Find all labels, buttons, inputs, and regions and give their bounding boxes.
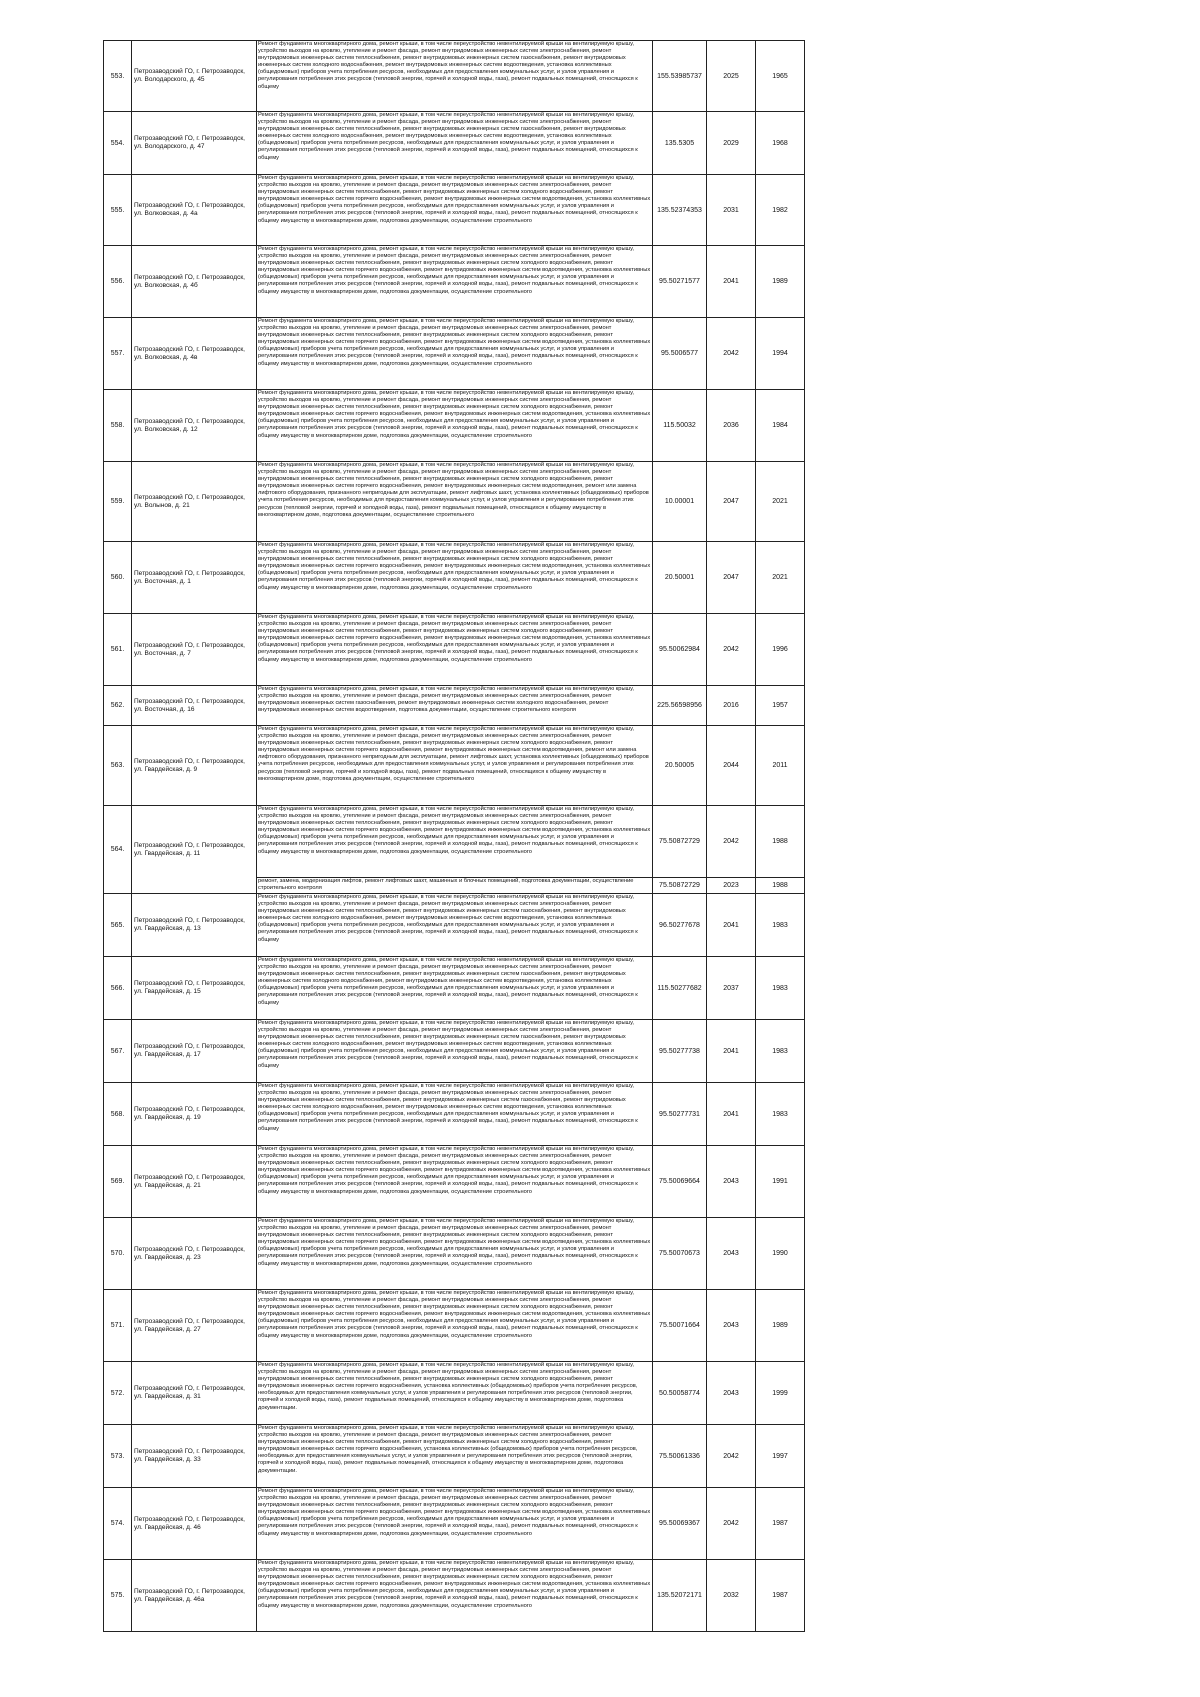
works-text: Ремонт фундамента многоквартирного дома, ремонт крыши, в том числе переустройство невентилируемой крыши на вентилируемую крышу, устройство выходов на кровлю, утепление и ремонт фасада, ремонт внутридомовых инженерных систем электроснабжения, ремонт внутридомовых инженерных систем теплоснабжения, ремонт внутридомовых инженерных систем холодного водоснабжения, ремонт внутридомовых инженерных систем горячего водоснабжения, ремонт внутридомовых инженерных систем водоотведения, установка коллективных (общедомовых) приборов учета потребления ресурсов, необходимых для предоставления коммунальных услуг, и узлов управления и регулирования потребления этих ресурсов (тепловой энергии, горячей и холодной воды, газа), ремонт подвальных помещений, относящихся к общему имуществу в многоквартирном доме, подготовка документации, осуществление строительного (258, 1560, 651, 1609)
works-list (257, 1560, 653, 1632)
table-row (104, 894, 805, 957)
cost-value: 75.50872729 (653, 878, 707, 894)
works-list (257, 686, 653, 726)
works-list (257, 542, 653, 614)
cost-value: 225.56598956 (653, 686, 707, 726)
house-address: Петрозаводский ГО, г. Петрозаводск, ул. Володарского, д. 45 (132, 41, 257, 112)
row-number: 575. (104, 1560, 132, 1632)
works-list (257, 1146, 653, 1218)
row-number: 566. (104, 957, 132, 1020)
capital-repair-table (103, 40, 805, 1632)
works-list (257, 462, 653, 542)
works-list (257, 1488, 653, 1560)
house-address: Петрозаводский ГО, г. Петрозаводск, ул. Гвардейская, д. 9 (132, 726, 257, 806)
build-year: 2021 (756, 462, 805, 542)
cost-value: 96.50277678 (653, 894, 707, 957)
table-row (104, 1083, 805, 1146)
repair-year: 2043 (707, 1218, 756, 1290)
build-year: 1988 (756, 806, 805, 878)
cost-value: 95.50271577 (653, 246, 707, 318)
house-address: Петрозаводский ГО, г. Петрозаводск, ул. Гвардейская, д. 23 (132, 1218, 257, 1290)
house-address: Петрозаводский ГО, г. Петрозаводск, ул. Гвардейская, д. 46 (132, 1488, 257, 1560)
table-row (104, 614, 805, 686)
works-text: Ремонт фундамента многоквартирного дома, ремонт крыши, в том числе переустройство невентилируемой крыши на вентилируемую крышу, устройство выходов на кровлю, утепление и ремонт фасада, ремонт внутридомовых инженерных систем электроснабжения, ремонт внутридомовых инженерных систем теплоснабжения, ремонт внутридомовых инженерных систем газоснабжения, ремонт внутридомовых инженерных систем холодного водоснабжения, ремонт внутридомовых инженерных систем водоотведения, установка коллективных (общедомовых) приборов учета потребления ресурсов, необходимых для предоставления коммунальных услуг, и узлов управления и регулирования потребления этих ресурсов (тепловой энергии, горячей и холодной воды, газа), ремонт подвальных помещений, относящихся к общему (258, 1020, 638, 1069)
works-list (257, 1218, 653, 1290)
works-text: Ремонт фундамента многоквартирного дома, ремонт крыши, в том числе переустройство невентилируемой крыши на вентилируемую крышу, устройство выходов на кровлю, утепление и ремонт фасада, ремонт внутридомовых инженерных систем электроснабжения, ремонт внутридомовых инженерных систем теплоснабжения, ремонт внутридомовых инженерных систем холодного водоснабжения, ремонт внутридомовых инженерных систем горячего водоснабжения, ремонт внутридомовых инженерных систем водоотведения, установка коллективных (общедомовых) приборов учета потребления ресурсов, необходимых для предоставления коммунальных услуг, и узлов управления и регулирования потребления этих ресурсов (тепловой энергии, горячей и холодной воды, газа), ремонт подвальных помещений, относящихся к общему имуществу в многоквартирном доме, подготовка документации, осуществление строительного (258, 318, 651, 367)
cost-value: 75.50069664 (653, 1146, 707, 1218)
row-number: 572. (104, 1362, 132, 1425)
repair-year: 2041 (707, 1020, 756, 1083)
repair-year: 2044 (707, 726, 756, 806)
house-address: Петрозаводский ГО, г. Петрозаводск, ул. Гвардейская, д. 31 (132, 1362, 257, 1425)
repair-year: 2037 (707, 957, 756, 1020)
cost-value: 75.50872729 (653, 806, 707, 878)
row-number: 563. (104, 726, 132, 806)
cost-value: 115.50032 (653, 390, 707, 462)
house-address: Петрозаводский ГО, г. Петрозаводск, ул. Гвардейская, д. 19 (132, 1083, 257, 1146)
house-address: Петрозаводский ГО, г. Петрозаводск, ул. Гвардейская, д. 46а (132, 1560, 257, 1632)
build-year: 1991 (756, 1146, 805, 1218)
house-address: Петрозаводский ГО, г. Петрозаводск, ул. Волковская, д. 4а (132, 175, 257, 246)
row-number: 560. (104, 542, 132, 614)
table-row (104, 1218, 805, 1290)
table-row (104, 112, 805, 175)
cost-value: 155.53985737 (653, 41, 707, 112)
works-list (257, 390, 653, 462)
row-number: 565. (104, 894, 132, 957)
works-text: Ремонт фундамента многоквартирного дома, ремонт крыши, в том числе переустройство невентилируемой крыши на вентилируемую крышу, устройство выходов на кровлю, утепление и ремонт фасада, ремонт внутридомовых инженерных систем электроснабжения, ремонт внутридомовых инженерных систем теплоснабжения, ремонт внутридомовых инженерных систем газоснабжения, ремонт внутридомовых инженерных систем холодного водоснабжения, ремонт внутридомовых инженерных систем водоотведения, установка коллективных (общедомовых) приборов учета потребления ресурсов, необходимых для предоставления коммунальных услуг, и узлов управления и регулирования потребления этих ресурсов (тепловой энергии, горячей и холодной воды, газа), ремонт подвальных помещений, относящихся к общему (258, 894, 638, 943)
table-row (104, 318, 805, 390)
house-address: Петрозаводский ГО, г. Петрозаводск, ул. Гвардейская, д. 11 (132, 806, 257, 894)
works-list (257, 1425, 653, 1488)
repair-year: 2031 (707, 175, 756, 246)
cost-value: 75.50070673 (653, 1218, 707, 1290)
build-year: 1999 (756, 1362, 805, 1425)
build-year: 1965 (756, 41, 805, 112)
build-year: 1957 (756, 686, 805, 726)
table-row (104, 175, 805, 246)
repair-year: 2042 (707, 614, 756, 686)
row-number: 568. (104, 1083, 132, 1146)
cost-value: 20.50001 (653, 542, 707, 614)
cost-value: 135.52374353 (653, 175, 707, 246)
build-year: 2021 (756, 542, 805, 614)
build-year: 1988 (756, 878, 805, 894)
works-list (257, 726, 653, 806)
row-number: 574. (104, 1488, 132, 1560)
works-list (257, 806, 653, 878)
row-number: 559. (104, 462, 132, 542)
cost-value: 20.50005 (653, 726, 707, 806)
cost-value: 50.50058774 (653, 1362, 707, 1425)
works-text: Ремонт фундамента многоквартирного дома, ремонт крыши, в том числе переустройство невентилируемой крыши на вентилируемую крышу, устройство выходов на кровлю, утепление и ремонт фасада, ремонт внутридомовых инженерных систем электроснабжения, ремонт внутридомовых инженерных систем теплоснабжения, ремонт внутридомовых инженерных систем холодного водоснабжения, ремонт внутридомовых инженерных систем горячего водоснабжения, ремонт внутридомовых инженерных систем водоотведения, установка коллективных (общедомовых) приборов учета потребления ресурсов, необходимых для предоставления коммунальных услуг, и узлов управления и регулирования потребления этих ресурсов (тепловой энергии, горячей и холодной воды, газа), ремонт подвальных помещений, относящихся к общему имуществу в многоквартирном доме, подготовка документации, осуществление строительного (258, 1146, 651, 1195)
repair-year: 2036 (707, 390, 756, 462)
repair-year: 2042 (707, 1488, 756, 1560)
cost-value: 75.50061336 (653, 1425, 707, 1488)
table-row (104, 1560, 805, 1632)
works-text: Ремонт фундамента многоквартирного дома, ремонт крыши, в том числе переустройство невентилируемой крыши на вентилируемую крышу, устройство выходов на кровлю, утепление и ремонт фасада, ремонт внутридомовых инженерных систем электроснабжения, ремонт внутридомовых инженерных систем теплоснабжения, ремонт внутридомовых инженерных систем холодного водоснабжения, ремонт внутридомовых инженерных систем горячего водоснабжения, установка коллективных (общедомовых) приборов учета потребления ресурсов, необходимых для предоставления коммунальных услуг, и узлов управления и регулирования потребления этих ресурсов (тепловой энергии, горячей и холодной воды, газа), ремонт подвальных помещений, относящихся к общему имуществу в многоквартирном доме, подготовка документации. (258, 1425, 638, 1474)
house-address: Петрозаводский ГО, г. Петрозаводск, ул. Гвардейская, д. 15 (132, 957, 257, 1020)
works-text: Ремонт фундамента многоквартирного дома, ремонт крыши, в том числе переустройство невентилируемой крыши на вентилируемую крышу, устройство выходов на кровлю, утепление и ремонт фасада, ремонт внутридомовых инженерных систем электроснабжения, ремонт внутридомовых инженерных систем теплоснабжения, ремонт внутридомовых инженерных систем газоснабжения, ремонт внутридомовых инженерных систем холодного водоснабжения, ремонт внутридомовых инженерных систем водоотведения, установка коллективных (общедомовых) приборов учета потребления ресурсов, необходимых для предоставления коммунальных услуг, и узлов управления и регулирования потребления этих ресурсов (тепловой энергии, горячей и холодной воды, газа), ремонт подвальных помещений, относящихся к общему (258, 957, 638, 1006)
table-row (104, 806, 805, 878)
build-year: 1983 (756, 894, 805, 957)
table-row (104, 1146, 805, 1218)
table-row (104, 41, 805, 112)
works-text: Ремонт фундамента многоквартирного дома, ремонт крыши, в том числе переустройство невентилируемой крыши на вентилируемую крышу, устройство выходов на кровлю, утепление и ремонт фасада, ремонт внутридомовых инженерных систем электроснабжения, ремонт внутридомовых инженерных систем теплоснабжения, ремонт внутридомовых инженерных систем холодного водоснабжения, ремонт внутридомовых инженерных систем горячего водоснабжения, ремонт внутридомовых инженерных систем водоотведения, установка коллективных (общедомовых) приборов учета потребления ресурсов, необходимых для предоставления коммунальных услуг, и узлов управления и регулирования потребления этих ресурсов (тепловой энергии, горячей и холодной воды, газа), ремонт подвальных помещений, относящихся к общему имуществу в многоквартирном доме, подготовка документации, осуществление строительного (258, 614, 651, 663)
table-row (104, 1488, 805, 1560)
works-text: Ремонт фундамента многоквартирного дома, ремонт крыши, в том числе переустройство невентилируемой крыши на вентилируемую крышу, устройство выходов на кровлю, утепление и ремонт фасада, ремонт внутридомовых инженерных систем электроснабжения, ремонт внутридомовых инженерных систем теплоснабжения, ремонт внутридомовых инженерных систем газоснабжения, ремонт внутридомовых инженерных систем холодного водоснабжения, ремонт внутридомовых инженерных систем водоотведения, установка коллективных (общедомовых) приборов учета потребления ресурсов, необходимых для предоставления коммунальных услуг, и узлов управления и регулирования потребления этих ресурсов (тепловой энергии, горячей и холодной воды, газа), ремонт подвальных помещений, относящихся к общему (258, 1083, 638, 1132)
build-year: 2011 (756, 726, 805, 806)
repair-year: 2042 (707, 1425, 756, 1488)
house-address: Петрозаводский ГО, г. Петрозаводск, ул. Восточная, д. 1 (132, 542, 257, 614)
works-list (257, 1020, 653, 1083)
works-text: Ремонт фундамента многоквартирного дома, ремонт крыши, в том числе переустройство невентилируемой крыши на вентилируемую крышу, устройство выходов на кровлю, утепление и ремонт фасада, ремонт внутридомовых инженерных систем электроснабжения, ремонт внутридомовых инженерных систем теплоснабжения, ремонт внутридомовых инженерных систем газоснабжения, ремонт внутридомовых инженерных систем холодного водоснабжения, ремонт внутридомовых инженерных систем водоотведения, установка коллективных (общедомовых) приборов учета потребления ресурсов, необходимых для предоставления коммунальных услуг, и узлов управления и регулирования потребления этих ресурсов (тепловой энергии, горячей и холодной воды, газа), ремонт подвальных помещений, относящихся к общему (258, 41, 638, 90)
house-address: Петрозаводский ГО, г. Петрозаводск, ул. Волынов, д. 21 (132, 462, 257, 542)
repair-year: 2043 (707, 1146, 756, 1218)
row-number: 558. (104, 390, 132, 462)
cost-value: 95.50062984 (653, 614, 707, 686)
table-row (104, 462, 805, 542)
repair-year: 2025 (707, 41, 756, 112)
build-year: 1994 (756, 318, 805, 390)
repair-year: 2043 (707, 1362, 756, 1425)
table-row (104, 1362, 805, 1425)
repair-year: 2047 (707, 542, 756, 614)
works-list (257, 318, 653, 390)
row-number: 557. (104, 318, 132, 390)
build-year: 1987 (756, 1488, 805, 1560)
table-row (104, 1290, 805, 1362)
build-year: 1996 (756, 614, 805, 686)
build-year: 1989 (756, 1290, 805, 1362)
cost-value: 75.50071664 (653, 1290, 707, 1362)
repair-year: 2041 (707, 246, 756, 318)
house-address: Петрозаводский ГО, г. Петрозаводск, ул. Волковская, д. 4в (132, 318, 257, 390)
repair-year: 2029 (707, 112, 756, 175)
build-year: 1983 (756, 1083, 805, 1146)
works-list (257, 41, 653, 112)
house-address: Петрозаводский ГО, г. Петрозаводск, ул. Восточная, д. 7 (132, 614, 257, 686)
works-list (257, 1083, 653, 1146)
cost-value: 95.50277738 (653, 1020, 707, 1083)
house-address: Петрозаводский ГО, г. Петрозаводск, ул. Гвардейская, д. 21 (132, 1146, 257, 1218)
row-number: 555. (104, 175, 132, 246)
works-text: Ремонт фундамента многоквартирного дома, ремонт крыши, в том числе переустройство невентилируемой крыши на вентилируемую крышу, устройство выходов на кровлю, утепление и ремонт фасада, ремонт внутридомовых инженерных систем электроснабжения, ремонт внутридомовых инженерных систем теплоснабжения, ремонт внутридомовых инженерных систем холодного водоснабжения, ремонт внутридомовых инженерных систем горячего водоснабжения, ремонт внутридомовых инженерных систем водоотведения, установка коллективных (общедомовых) приборов учета потребления ресурсов, необходимых для предоставления коммунальных услуг, и узлов управления и регулирования потребления этих ресурсов (тепловой энергии, горячей и холодной воды, газа), ремонт подвальных помещений, относящихся к общему имуществу в многоквартирном доме, подготовка документации, осуществление строительного (258, 1290, 651, 1339)
house-address: Петрозаводский ГО, г. Петрозаводск, ул. Волковская, д. 12 (132, 390, 257, 462)
works-list (257, 112, 653, 175)
row-number: 562. (104, 686, 132, 726)
build-year: 1984 (756, 390, 805, 462)
table-row (104, 957, 805, 1020)
table-row (104, 686, 805, 726)
house-address: Петрозаводский ГО, г. Петрозаводск, ул. Гвардейская, д. 33 (132, 1425, 257, 1488)
cost-value: 95.50069367 (653, 1488, 707, 1560)
house-address: Петрозаводский ГО, г. Петрозаводск, ул. Гвардейская, д. 17 (132, 1020, 257, 1083)
cost-value: 135.5305 (653, 112, 707, 175)
house-address: Петрозаводский ГО, г. Петрозаводск, ул. Володарского, д. 47 (132, 112, 257, 175)
repair-year: 2047 (707, 462, 756, 542)
build-year: 1989 (756, 246, 805, 318)
table-row (104, 1425, 805, 1488)
cost-value: 115.50277682 (653, 957, 707, 1020)
build-year: 1982 (756, 175, 805, 246)
works-list (257, 1290, 653, 1362)
works-text: Ремонт фундамента многоквартирного дома, ремонт крыши, в том числе переустройство невентилируемой крыши на вентилируемую крышу, устройство выходов на кровлю, утепление и ремонт фасада, ремонт внутридомовых инженерных систем электроснабжения, ремонт внутридомовых инженерных систем теплоснабжения, ремонт внутридомовых инженерных систем холодного водоснабжения, ремонт внутридомовых инженерных систем горячего водоснабжения, ремонт внутридомовых инженерных систем водоотведения, установка коллективных (общедомовых) приборов учета потребления ресурсов, необходимых для предоставления коммунальных услуг, и узлов управления и регулирования потребления этих ресурсов (тепловой энергии, горячей и холодной воды, газа), ремонт подвальных помещений, относящихся к общему имуществу в многоквартирном доме, подготовка документации, осуществление строительного (258, 390, 651, 439)
works-list (257, 1362, 653, 1425)
repair-year: 2043 (707, 1290, 756, 1362)
table-row (104, 246, 805, 318)
works-text: Ремонт фундамента многоквартирного дома, ремонт крыши, в том числе переустройство невентилируемой крыши на вентилируемую крышу, устройство выходов на кровлю, утепление и ремонт фасада, ремонт внутридомовых инженерных систем электроснабжения, ремонт внутридомовых инженерных систем теплоснабжения, ремонт внутридомовых инженерных систем холодного водоснабжения, ремонт внутридомовых инженерных систем горячего водоснабжения, ремонт внутридомовых инженерных систем водоотведения, ремонт или замена лифтового оборудования, признанного непригодным для эксплуатации, ремонт лифтовых шахт, установка коллективных (общедомовых) приборов учета потребления ресурсов, необходимых для предоставления коммунальных услуг, и узлов управления и регулирования потребления этих ресурсов (тепловой энергии, горячей и холодной воды, газа), ремонт подвальных помещений, относящихся к общему имуществу в многоквартирном доме, подготовка документации, осуществление строительного (258, 726, 649, 782)
house-address: Петрозаводский ГО, г. Петрозаводск, ул. Гвардейская, д. 13 (132, 894, 257, 957)
cost-value: 135.52072171 (653, 1560, 707, 1632)
works-text: Ремонт фундамента многоквартирного дома, ремонт крыши, в том числе переустройство невентилируемой крыши на вентилируемую крышу, устройство выходов на кровлю, утепление и ремонт фасада, ремонт внутридомовых инженерных систем электроснабжения, ремонт внутридомовых инженерных систем теплоснабжения, ремонт внутридомовых инженерных систем холодного водоснабжения, ремонт внутридомовых инженерных систем горячего водоснабжения, ремонт внутридомовых инженерных систем водоотведения, ремонт или замена лифтового оборудования, признанного непригодным для эксплуатации, ремонт лифтовых шахт, установка коллективных (общедомовых) приборов учета потребления ресурсов, необходимых для предоставления коммунальных услуг, и узлов управления и регулирования потребления этих ресурсов (тепловой энергии, горячей и холодной воды, газа), ремонт подвальных помещений, относящихся к общему имуществу в многоквартирном доме, подготовка документации, осуществление строительного (258, 462, 649, 518)
table-row (104, 726, 805, 806)
build-year: 1987 (756, 1560, 805, 1632)
repair-year: 2016 (707, 686, 756, 726)
works-text: Ремонт фундамента многоквартирного дома, ремонт крыши, в том числе переустройство невентилируемой крыши на вентилируемую крышу, устройство выходов на кровлю, утепление и ремонт фасада, ремонт внутридомовых инженерных систем электроснабжения, ремонт внутридомовых инженерных систем теплоснабжения, ремонт внутридомовых инженерных систем холодного водоснабжения, ремонт внутридомовых инженерных систем горячего водоснабжения, ремонт внутридомовых инженерных систем водоотведения, установка коллективных (общедомовых) приборов учета потребления ресурсов, необходимых для предоставления коммунальных услуг, и узлов управления и регулирования потребления этих ресурсов (тепловой энергии, горячей и холодной воды, газа), ремонт подвальных помещений, относящихся к общему имуществу в многоквартирном доме, подготовка документации, осуществление строительного (258, 246, 651, 295)
works-text: Ремонт фундамента многоквартирного дома, ремонт крыши, в том числе переустройство невентилируемой крыши на вентилируемую крышу, устройство выходов на кровлю, утепление и ремонт фасада, ремонт внутридомовых инженерных систем электроснабжения, ремонт внутридомовых инженерных систем теплоснабжения, ремонт внутридомовых инженерных систем холодного водоснабжения, ремонт внутридомовых инженерных систем горячего водоснабжения, ремонт внутридомовых инженерных систем водоотведения, установка коллективных (общедомовых) приборов учета потребления ресурсов, необходимых для предоставления коммунальных услуг, и узлов управления и регулирования потребления этих ресурсов (тепловой энергии, горячей и холодной воды, газа), ремонт подвальных помещений, относящихся к общему имуществу в многоквартирном доме, подготовка документации, осуществление строительного (258, 1218, 651, 1267)
repair-year: 2042 (707, 318, 756, 390)
house-address: Петрозаводский ГО, г. Петрозаводск, ул. Восточная, д. 16 (132, 686, 257, 726)
house-address: Петрозаводский ГО, г. Петрозаводск, ул. Гвардейская, д. 27 (132, 1290, 257, 1362)
cost-value: 10.00001 (653, 462, 707, 542)
repair-year: 2041 (707, 1083, 756, 1146)
works-text: Ремонт фундамента многоквартирного дома, ремонт крыши, в том числе переустройство невентилируемой крыши на вентилируемую крышу, устройство выходов на кровлю, утепление и ремонт фасада, ремонт внутридомовых инженерных систем электроснабжения, ремонт внутридомовых инженерных систем теплоснабжения, ремонт внутридомовых инженерных систем холодного водоснабжения, ремонт внутридомовых инженерных систем горячего водоснабжения, ремонт внутридомовых инженерных систем водоотведения, установка коллективных (общедомовых) приборов учета потребления ресурсов, необходимых для предоставления коммунальных услуг, и узлов управления и регулирования потребления этих ресурсов (тепловой энергии, горячей и холодной воды, газа), ремонт подвальных помещений, относящихся к общему имуществу в многоквартирном доме, подготовка документации, осуществление строительного (258, 806, 651, 855)
house-address: Петрозаводский ГО, г. Петрозаводск, ул. Волковская, д. 4б (132, 246, 257, 318)
row-number: 567. (104, 1020, 132, 1083)
works-text: Ремонт фундамента многоквартирного дома, ремонт крыши, в том числе переустройство невентилируемой крыши на вентилируемую крышу, устройство выходов на кровлю, утепление и ремонт фасада, ремонт внутридомовых инженерных систем электроснабжения, ремонт внутридомовых инженерных систем теплоснабжения, ремонт внутридомовых инженерных систем холодного водоснабжения, ремонт внутридомовых инженерных систем горячего водоснабжения, ремонт внутридомовых инженерных систем водоотведения, установка коллективных (общедомовых) приборов учета потребления ресурсов, необходимых для предоставления коммунальных услуг, и узлов управления и регулирования потребления этих ресурсов (тепловой энергии, горячей и холодной воды, газа), ремонт подвальных помещений, относящихся к общему имуществу в многоквартирном доме, подготовка документации, осуществление строительного (258, 1488, 651, 1537)
row-number: 564. (104, 806, 132, 894)
works-list (257, 614, 653, 686)
works-list (257, 246, 653, 318)
table-row (104, 542, 805, 614)
row-number: 571. (104, 1290, 132, 1362)
works-text: Ремонт фундамента многоквартирного дома, ремонт крыши, в том числе переустройство невентилируемой крыши на вентилируемую крышу, устройство выходов на кровлю, утепление и ремонт фасада, ремонт внутридомовых инженерных систем электроснабжения, ремонт внутридомовых инженерных систем теплоснабжения, ремонт внутридомовых инженерных систем холодного водоснабжения, ремонт внутридомовых инженерных систем горячего водоснабжения, установка коллективных (общедомовых) приборов учета потребления ресурсов, необходимых для предоставления коммунальных услуг, и узлов управления и регулирования потребления этих ресурсов (тепловой энергии, горячей и холодной воды, газа), ремонт подвальных помещений, относящихся к общему имуществу в многоквартирном доме, подготовка документации. (258, 1362, 638, 1411)
row-number: 556. (104, 246, 132, 318)
cost-value: 95.5006577 (653, 318, 707, 390)
table-row (104, 1020, 805, 1083)
row-number: 569. (104, 1146, 132, 1218)
repair-year: 2023 (707, 878, 756, 894)
cost-value: 95.50277731 (653, 1083, 707, 1146)
works-list (257, 894, 653, 957)
build-year: 1990 (756, 1218, 805, 1290)
repair-year: 2041 (707, 894, 756, 957)
works-list (257, 878, 653, 894)
table-row (104, 390, 805, 462)
works-text: Ремонт фундамента многоквартирного дома, ремонт крыши, в том числе переустройство невентилируемой крыши на вентилируемую крышу, устройство выходов на кровлю, утепление и ремонт фасада, ремонт внутридомовых инженерных систем электроснабжения, ремонт внутридомовых инженерных систем теплоснабжения, ремонт внутридомовых инженерных систем холодного водоснабжения, ремонт внутридомовых инженерных систем горячего водоснабжения, ремонт внутридомовых инженерных систем водоотведения, установка коллективных (общедомовых) приборов учета потребления ресурсов, необходимых для предоставления коммунальных услуг, и узлов управления и регулирования потребления этих ресурсов (тепловой энергии, горячей и холодной воды, газа), ремонт подвальных помещений, относящихся к общему имуществу в многоквартирном доме, подготовка документации, осуществление строительного (258, 175, 651, 224)
works-text: Ремонт фундамента многоквартирного дома, ремонт крыши, в том числе переустройство невентилируемой крыши на вентилируемую крышу, устройство выходов на кровлю, утепление и ремонт фасада, ремонт внутридомовых инженерных систем электроснабжения, ремонт внутридомовых инженерных систем газоснабжения, ремонт внутридомовых инженерных систем холодного водоснабжения, ремонт внутридомовых инженерных систем водоотведения, подготовка документации, осуществление строительного контроля (258, 686, 634, 714)
row-number: 573. (104, 1425, 132, 1488)
build-year: 1983 (756, 957, 805, 1020)
works-list (257, 175, 653, 246)
works-text: Ремонт фундамента многоквартирного дома, ремонт крыши, в том числе переустройство невентилируемой крыши на вентилируемую крышу, устройство выходов на кровлю, утепление и ремонт фасада, ремонт внутридомовых инженерных систем электроснабжения, ремонт внутридомовых инженерных систем теплоснабжения, ремонт внутридомовых инженерных систем холодного водоснабжения, ремонт внутридомовых инженерных систем горячего водоснабжения, ремонт внутридомовых инженерных систем водоотведения, установка коллективных (общедомовых) приборов учета потребления ресурсов, необходимых для предоставления коммунальных услуг, и узлов управления и регулирования потребления этих ресурсов (тепловой энергии, горячей и холодной воды, газа), ремонт подвальных помещений, относящихся к общему имуществу в многоквартирном доме, подготовка документации, осуществление строительного (258, 542, 651, 591)
works-list (257, 957, 653, 1020)
build-year: 1968 (756, 112, 805, 175)
repair-year: 2032 (707, 1560, 756, 1632)
row-number: 553. (104, 41, 132, 112)
build-year: 1983 (756, 1020, 805, 1083)
works-text: Ремонт фундамента многоквартирного дома, ремонт крыши, в том числе переустройство невентилируемой крыши на вентилируемую крышу, устройство выходов на кровлю, утепление и ремонт фасада, ремонт внутридомовых инженерных систем электроснабжения, ремонт внутридомовых инженерных систем теплоснабжения, ремонт внутридомовых инженерных систем газоснабжения, ремонт внутридомовых инженерных систем холодного водоснабжения, ремонт внутридомовых инженерных систем водоотведения, установка коллективных (общедомовых) приборов учета потребления ресурсов, необходимых для предоставления коммунальных услуг, и узлов управления и регулирования потребления этих ресурсов (тепловой энергии, горячей и холодной воды, газа), ремонт подвальных помещений, относящихся к общему (258, 112, 638, 161)
row-number: 554. (104, 112, 132, 175)
row-number: 561. (104, 614, 132, 686)
repair-year: 2042 (707, 806, 756, 878)
build-year: 1997 (756, 1425, 805, 1488)
row-number: 570. (104, 1218, 132, 1290)
works-text: ремонт, замена, модернизация лифтов, ремонт лифтовых шахт, машинных и блочных помещений, подготовка документации, осуществление строительного контроля (258, 878, 634, 892)
